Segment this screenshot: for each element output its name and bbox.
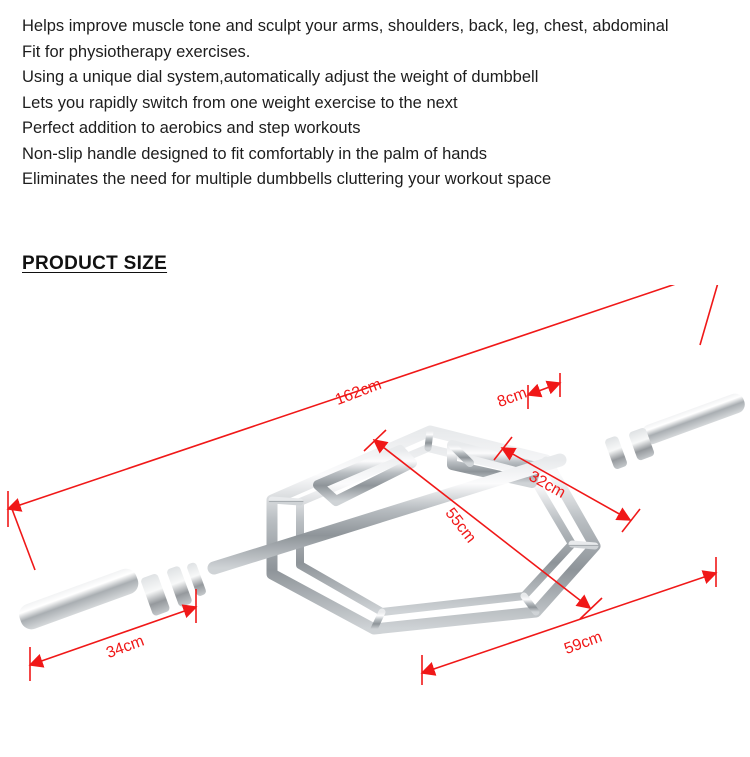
feature-item: Eliminates the need for multiple dumbbells cluttering your workout space bbox=[22, 170, 552, 188]
feature-item: Non-slip handle designed to fit comfortably in the palm of hands bbox=[22, 144, 488, 163]
feature-list bbox=[22, 14, 738, 193]
feature-item: Fit for physiotherapy exercises. bbox=[22, 42, 251, 61]
product-size-heading: PRODUCT SIZE bbox=[22, 253, 168, 274]
dimension-label-sleeve-length: 34cm bbox=[104, 632, 147, 662]
dimension-label-overall-length: 162cm bbox=[333, 375, 384, 409]
right-sleeve bbox=[604, 391, 747, 470]
dimension-label-handle-span: 32cm bbox=[525, 468, 569, 502]
feature-item: Using a unique dial system,automatically adjust the weight of dumbbell bbox=[22, 68, 539, 86]
left-sleeve bbox=[16, 562, 207, 633]
feature-item: Helps improve muscle tone and sculpt your arms, shoulders, back, leg, chest, abdominal bbox=[22, 17, 669, 35]
feature-item: Lets you rapidly switch from one weight exercise to the next bbox=[22, 93, 458, 112]
dimension-label-frame-width: 59cm bbox=[562, 628, 605, 658]
product-size-diagram bbox=[0, 285, 750, 745]
feature-item: Perfect addition to aerobics and step workouts bbox=[22, 119, 361, 137]
barbell-illustration bbox=[0, 285, 750, 745]
dimension-label-inner-width: 8cm bbox=[495, 384, 530, 411]
dimension-label-diagonal: 55cm bbox=[441, 505, 480, 547]
